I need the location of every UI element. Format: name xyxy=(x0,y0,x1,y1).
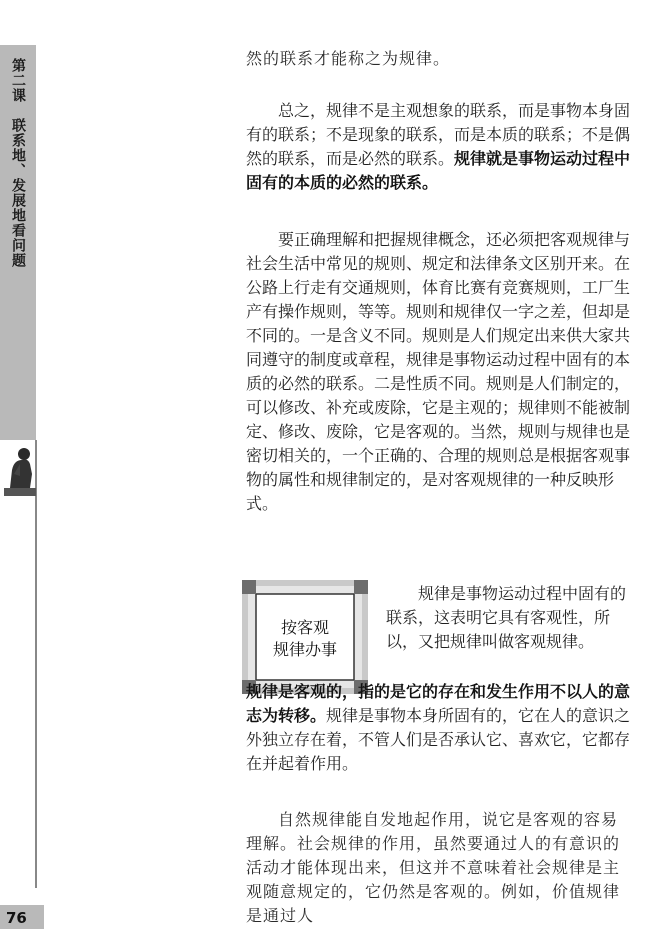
paragraph-3: 要正确理解和把握规律概念，还必须把客观规律与社会生活中常见的规则、规定和法律条文区别开来。在公路上行走有交通规则，体育比赛有竞赛规则，工厂生产有操作规则，等等。规则和规律仅一字之差，但却是不同的。一是含义不同。规则是人们规定出来供大家共同遵守的制度或章程，规律是事物运动过程中固有的本质的必然的联系。二是性质不同。规则是人们制定的，可以修改、补充或废除，它是主观的；规律则不能被制定、修改、废除，它是客观的。当然，规则与规律也是密切相关的，一个正确的、合理的规则总是根据客观事物的属性和规律制定的，是对客观规律的一种反映形式。 xyxy=(246,230,631,513)
paragraph-4-normal-2: 规律是事物本身所固有的，它在人的意识之外独立存在着，不管人们是否承认它、喜欢它，它都存在并起着作用。 xyxy=(246,706,631,773)
thinker-statue-icon xyxy=(0,440,40,500)
sidebox-title-line-1: 按客观 xyxy=(280,618,329,637)
paragraph-2-bold: 规律就是事物运动过程中固有的本质的必然的联系。 xyxy=(246,149,631,192)
paragraph-4-normal-1: 规律是事物运动过程中固有的联系，这表明它具有客观性，所以，又把规律叫做客观规律。 xyxy=(386,584,627,651)
paragraph-2-normal: 总之，规律不是主观想象的联系，而是事物本身固有的联系；不是现象的联系，而是本质的联系；不是偶然的联系，而是必然的联系。 xyxy=(246,101,631,168)
paragraph-4-bold: 规律是客观的，指的是它的存在和发生作用不以人的意志为转移。 xyxy=(246,682,631,725)
sidebar-divider-line xyxy=(35,440,37,888)
paragraph-4 xyxy=(246,680,632,776)
sidebox-title xyxy=(240,617,370,661)
paragraph-5: 自然规律能自发地起作用，说它是客观的容易理解。社会规律的作用，虽然要通过人的有意识的活动才能体现出来，但这并不意味着社会规律是主观随意规定的，它仍然是客观的。例如，价值规律是通过人 xyxy=(246,810,621,925)
paragraph-2 xyxy=(246,99,632,195)
chapter-title: 第二课 联系地、发展地看问题 xyxy=(10,58,26,268)
paragraph-1: 然的联系才能称之为规律。 xyxy=(246,49,451,68)
page-number: 76 xyxy=(6,909,27,927)
sidebox-title-line-2: 规律办事 xyxy=(272,640,337,659)
